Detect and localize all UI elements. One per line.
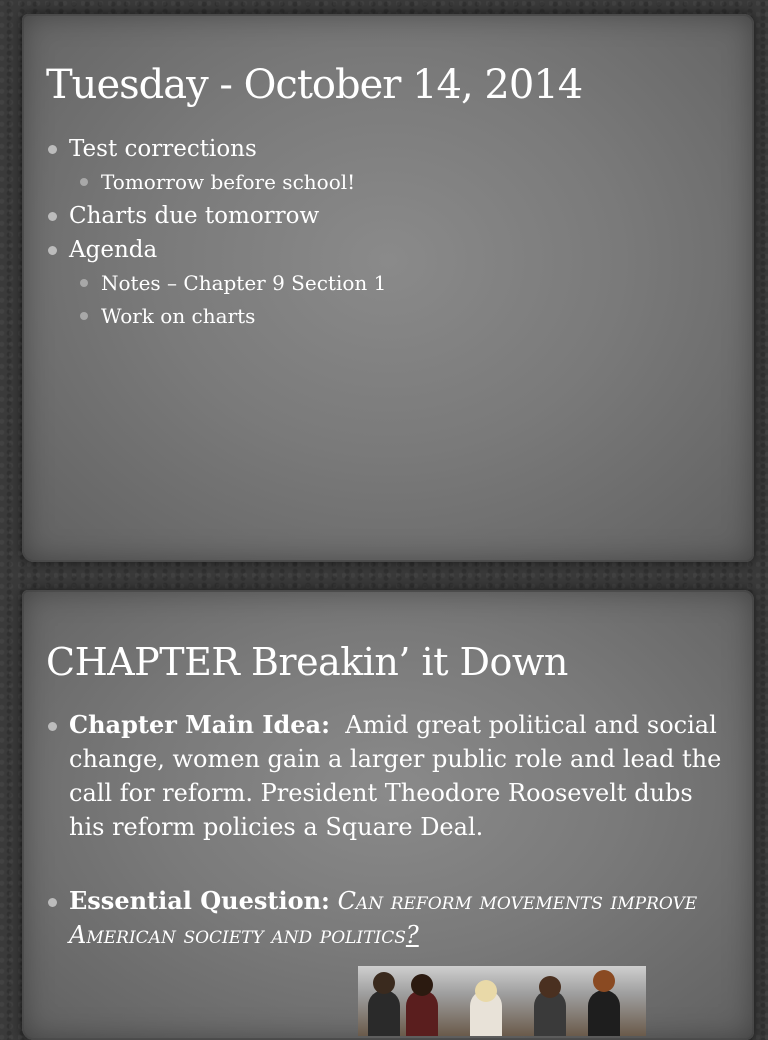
subbullet-tomorrow-before-school: Tomorrow before school! — [46, 166, 386, 199]
photo-figure — [406, 990, 438, 1036]
main-idea-text: Amid great political and social change, women gain a larger public role and lead the call for reform. President Theodore Roosevelt dubs his reform policies a Square Deal. — [69, 711, 722, 841]
spacer — [46, 844, 730, 884]
photo-head — [411, 974, 433, 996]
question-label: Essential Question: — [69, 886, 330, 915]
bullet-main-idea — [46, 708, 730, 844]
main-idea-label: Chapter Main Idea: — [69, 710, 330, 739]
photo-head — [475, 980, 497, 1002]
bullet-agenda: Agenda — [46, 233, 386, 267]
bullet-test-corrections: Test corrections — [46, 132, 386, 166]
subbullet-work-on-charts: Work on charts — [46, 300, 386, 333]
photo-head — [373, 972, 395, 994]
chapter-list — [46, 708, 730, 952]
question-mark: ? — [405, 921, 419, 949]
slide-title: CHAPTER Breakin’ it Down — [46, 640, 568, 684]
group-photo — [358, 966, 646, 1036]
slide-agenda — [22, 14, 754, 562]
photo-head — [593, 970, 615, 992]
subbullet-notes: Notes – Chapter 9 Section 1 — [46, 267, 386, 300]
slide-chapter-breakdown — [22, 590, 754, 1040]
slide-title: Tuesday - October 14, 2014 — [46, 62, 583, 108]
photo-figure — [368, 990, 400, 1036]
bullet-essential-question — [46, 884, 730, 952]
agenda-list — [46, 132, 386, 333]
photo-head — [539, 976, 561, 998]
photo-figure — [588, 990, 620, 1036]
question-text: Can reform movements improve American society and politics — [69, 887, 698, 949]
bullet-charts-due: Charts due tomorrow — [46, 199, 386, 233]
